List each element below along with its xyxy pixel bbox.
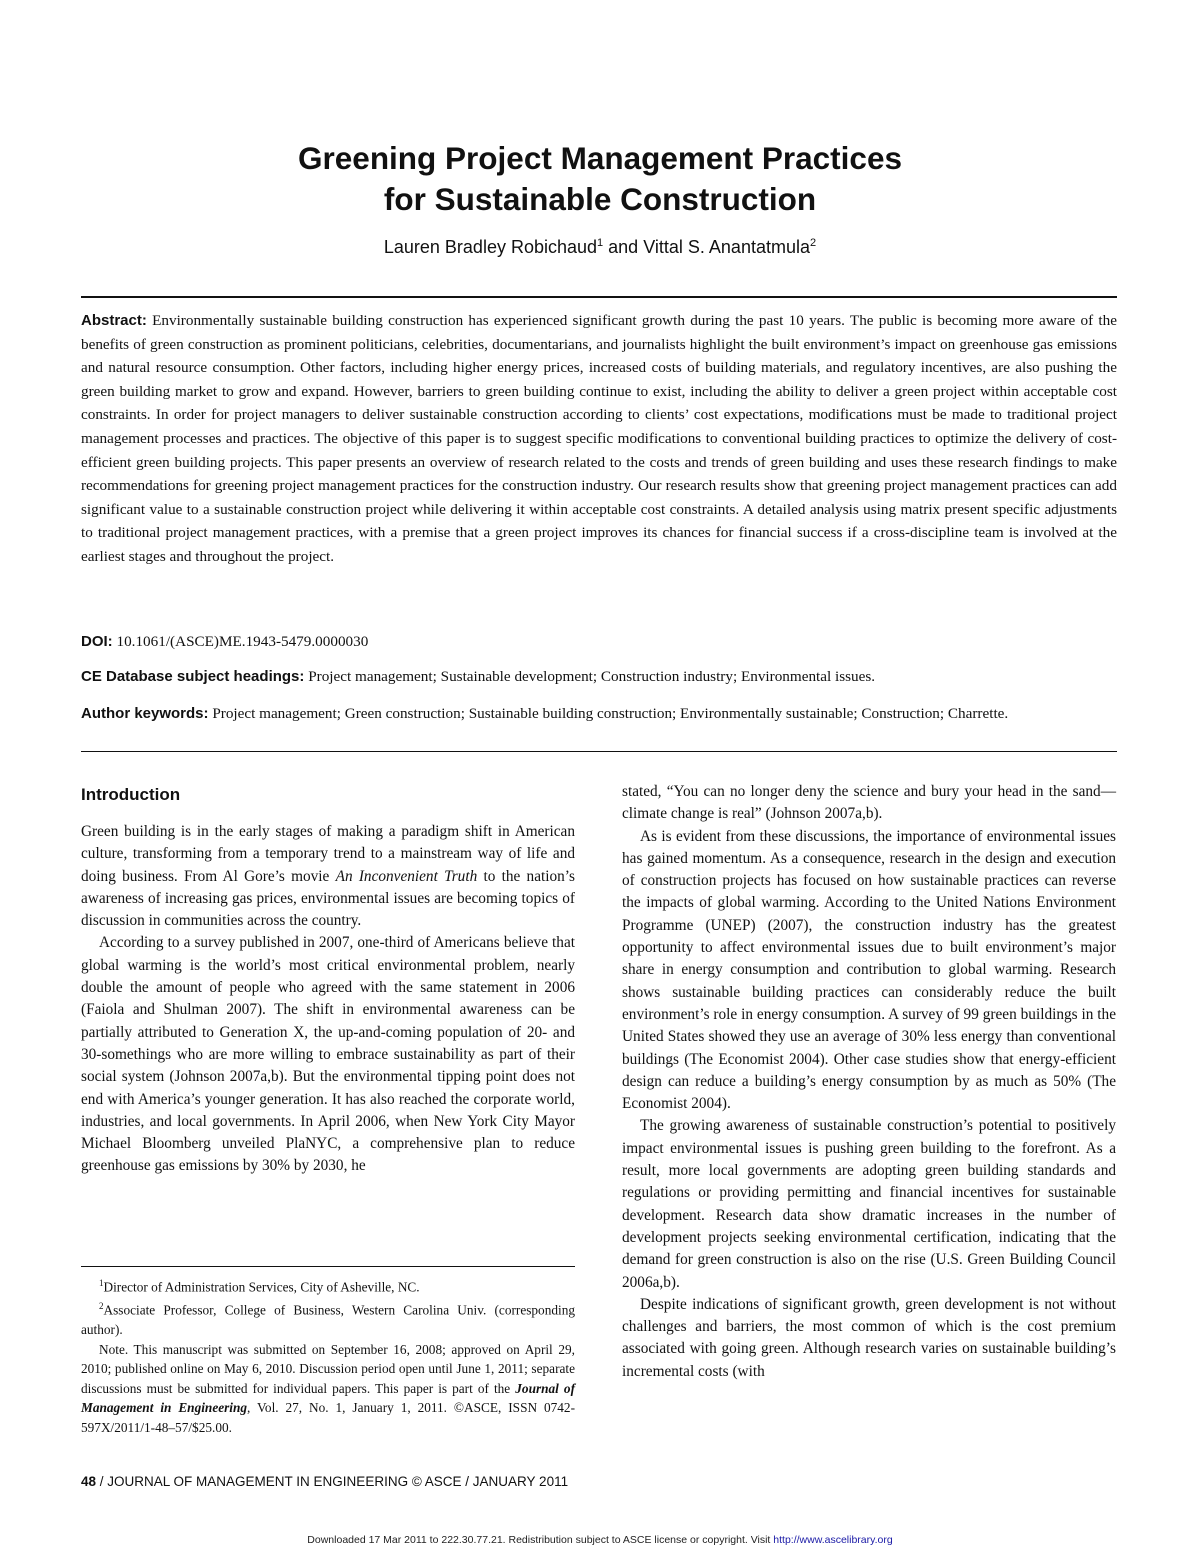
download-note	[0, 1533, 1200, 1547]
author-2-affiliation-marker: 2	[809, 237, 817, 249]
doi-label: DOI:	[81, 633, 113, 650]
intro-paragraph-3: As is evident from these discussions, the importance of environmental issues has gained momentum. As a consequence, research in the design and execution of construction projects has focused on how sustainable practices can reverse the impacts of global warming. According to the United Nations Environment Programme (UNEP) (2007), the construction industry has the greatest opportunity to affect environmental issues due to built environment’s major share in energy consumption and contribution to global warming. Research shows sustainable building practices can considerably reduce the built environment’s role in energy consumption. A survey of 99 green buildings in the United States showed they use an average of 30% less energy than conventional buildings (The Economist 2004). Other case studies show that energy-efficient design can reduce a building’s energy consumption by as much as 50% (The Economist 2004).	[622, 827, 1116, 1113]
footnote-rule	[81, 1266, 575, 1267]
abstract-label: Abstract:	[81, 312, 147, 329]
intro-p1-part-a: Green building is in the early stages of making a paradigm shift in American culture, transforming from a temporary trend to a mainstream way of life and doing business. From Al Gore’s movie	[81, 823, 575, 885]
footnote-1-text: Director of Administration Services, City of Asheville, NC.	[103, 1279, 420, 1295]
running-footer	[81, 1473, 568, 1491]
manuscript-note	[81, 1340, 575, 1438]
journal-name: Journal of Management in Engineering	[81, 1380, 575, 1416]
intro-paragraph-4: The growing awareness of sustainable construction’s potential to positively impact environmental issues is pushing green building to the forefront. As a result, more local governments are adopting green building standards and regulations or providing permitting and financial incentives for sustainable development. Research data show dramatic increases in the number of development projects seeking environmental certification, indicating that the demand for green construction is also on the rise (U.S. Green Building Council 2006a,b).	[622, 1117, 1116, 1291]
intro-paragraph-5: Despite indications of significant growth, green development is not without challenges and barriers, the most common of which is the cost premium associated with going green. Although research varies on sustainable building’s incremental costs (with	[622, 1295, 1116, 1380]
subject-headings-value: Project management; Sustainable development; Construction industry; Environmental issues.	[308, 668, 876, 685]
ascelibrary-link[interactable]: http://www.ascelibrary.org	[773, 1534, 893, 1546]
author-conjunction: and	[603, 237, 644, 257]
title-line-2: for Sustainable Construction	[383, 181, 817, 217]
intro-paragraph-2: According to a survey published in 2007, one-third of Americans believe that global warming is the world’s most critical environmental problem, nearly double the amount of people who agreed with the same statement in 2006 (Faiola and Shulman 2007). The shift in environmental awareness can be partially attributed to Generation X, the up-and-coming population of 20- and 30-somethings who are more willing to embrace sustainability as part of their social system (Johnson 2007a,b). But the environmental tipping point does not end with America’s younger generation. It has also reached the corporate world, industries, and local governments. In April 2006, when New York City Mayor Michael Bloomberg unveiled PlaNYC, a comprehensive plan to reduce greenhouse gas emissions by 30% by 2030, he	[81, 934, 575, 1175]
author-1: Lauren Bradley Robichaud	[383, 237, 598, 257]
abstract-top-rule	[81, 296, 1117, 298]
footnote-2-text: Associate Professor, College of Business, Western Carolina Univ. (corresponding author).	[81, 1302, 575, 1338]
author-list	[0, 231, 1200, 259]
footnotes	[81, 1266, 575, 1438]
page-number: 48	[81, 1474, 97, 1489]
section-heading-introduction: Introduction	[81, 785, 181, 804]
intro-paragraph-1	[81, 821, 575, 932]
running-footer-text: / JOURNAL OF MANAGEMENT IN ENGINEERING © ASCE / JANUARY 2011	[96, 1474, 569, 1489]
paper-title	[0, 138, 1200, 220]
doi-line	[81, 630, 1117, 654]
intro-p1-part-b: to the nation’s awareness of increasing gas prices, environmental issues are becoming topics of discussion in communities across the country.	[81, 867, 575, 930]
abstract	[81, 309, 1117, 569]
movie-title: An Inconvenient Truth	[335, 867, 478, 885]
intro-paragraph-2-continued: stated, “You can no longer deny the science and bury your head in the sand—climate change is real” (Johnson 2007a,b).	[622, 783, 1116, 823]
note-part-a: Note. This manuscript was submitted on September 16, 2008; approved on April 29, 2010; published online on May 6, 2010. Discussion period open until June 1, 2011; separate discussions must be submitted for individual papers. This paper is part of the	[81, 1341, 575, 1396]
footnote-1	[81, 1274, 575, 1297]
keywords-value: Project management; Green construction; Sustainable building construction; Environmentally sustainable; Construction; Charrette.	[212, 705, 1009, 722]
footnote-2	[81, 1297, 575, 1340]
keywords-line	[81, 702, 1117, 726]
keywords-label: Author keywords:	[81, 705, 209, 722]
title-line-1: Greening Project Management Practices	[298, 140, 902, 176]
subject-headings-line	[81, 665, 1117, 689]
footnote-2-marker: 2	[99, 1301, 104, 1312]
author-1-affiliation-marker: 1	[597, 237, 604, 249]
download-note-text: Downloaded 17 Mar 2011 to 222.30.77.21. Redistribution subject to ASCE license or copyright. Visit	[307, 1534, 774, 1546]
note-part-b: , Vol. 27, No. 1, January 1, 2011. ©ASCE, ISSN 0742-597X/2011/1-48–57/$25.00.	[81, 1400, 576, 1435]
left-column	[81, 783, 575, 1178]
right-column	[622, 781, 1116, 1383]
author-2: Vittal S. Anantatmula	[643, 237, 810, 257]
subject-headings-label: CE Database subject headings:	[81, 668, 305, 685]
abstract-text: Environmentally sustainable building construction has experienced significant growth during the past 10 years. The public is becoming more aware of the benefits of green construction as prominent politicians, celebrities, documentarians, and journalists highlight the built environment’s impact on greenhouse gas emissions and natural resource consumption. Other factors, including higher energy prices, increased costs of building materials, and regulatory incentives, are also pushing the green building market to grow and expand. However, barriers to green building continue to exist, including the ability to deliver a green project within acceptable cost constraints. In order for project managers to deliver sustainable construction according to clients’ cost expectations, modifications must be made to traditional project management processes and practices. The objective of this paper is to suggest specific modifications to conventional building practices to optimize the delivery of cost-efficient green building projects. This paper presents an overview of research related to the costs and trends of green building and uses these research findings to make recommendations for greening project management practices for the construction industry. Our research results show that greening project management practices can add significant value to a sustainable construction project while delivering it within acceptable cost constraints. A detailed analysis using matrix present specific adjustments to traditional project management practices, with a premise that a green project improves its chances for financial success if a cross-discipline team is involved at the earliest stages and throughout the project.	[81, 312, 1117, 565]
footnote-1-marker: 1	[99, 1278, 104, 1288]
doi-value[interactable]: 10.1061/(ASCE)ME.1943-5479.0000030	[116, 633, 369, 650]
abstract-bottom-rule	[81, 751, 1117, 752]
